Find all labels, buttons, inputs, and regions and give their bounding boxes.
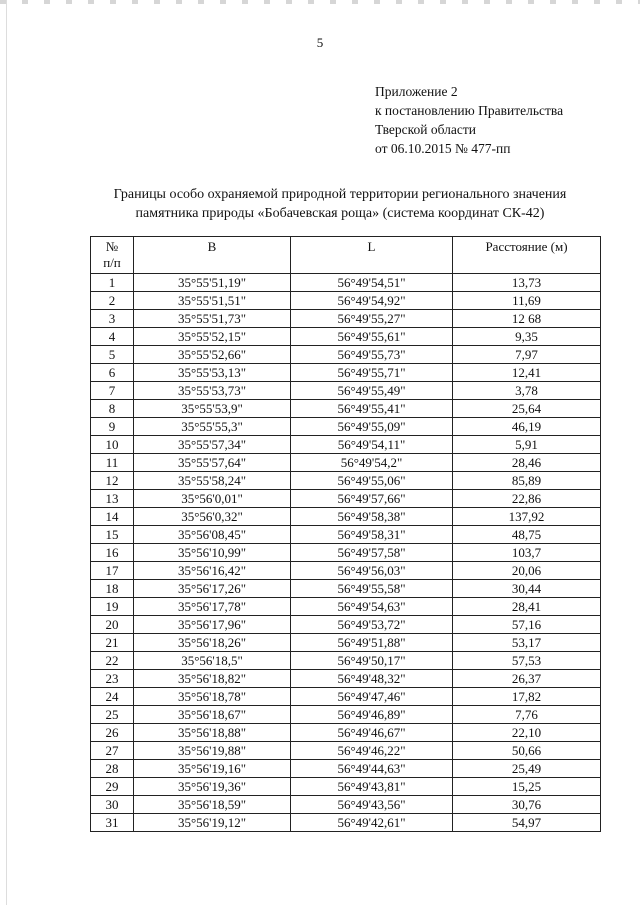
header-row [91, 237, 601, 274]
table-row [91, 292, 601, 310]
cell-longitude-l: 56°49'53,72" [291, 616, 453, 634]
table-row [91, 310, 601, 328]
cell-longitude-l: 56°49'56,03" [291, 562, 453, 580]
table-row [91, 814, 601, 832]
header-latitude-b: B [134, 237, 291, 274]
table-row [91, 364, 601, 382]
cell-distance: 25,64 [453, 400, 601, 418]
table-row [91, 436, 601, 454]
cell-number: 7 [91, 382, 134, 400]
cell-longitude-l: 56°49'57,58" [291, 544, 453, 562]
document-title-line-2: памятника природы «Бобачевская роща» (система координат СК-42) [135, 206, 545, 221]
cell-distance: 17,82 [453, 688, 601, 706]
cell-longitude-l: 56°49'55,49" [291, 382, 453, 400]
cell-number: 21 [91, 634, 134, 652]
cell-latitude-b: 35°56'18,59" [134, 796, 291, 814]
cell-number: 8 [91, 400, 134, 418]
cell-latitude-b: 35°56'17,78" [134, 598, 291, 616]
cell-number: 29 [91, 778, 134, 796]
cell-distance: 13,73 [453, 274, 601, 292]
cell-latitude-b: 35°56'08,45" [134, 526, 291, 544]
cell-number: 14 [91, 508, 134, 526]
header-number [91, 237, 134, 274]
cell-distance: 9,35 [453, 328, 601, 346]
cell-longitude-l: 56°49'58,31" [291, 526, 453, 544]
cell-distance: 20,06 [453, 562, 601, 580]
table-row [91, 472, 601, 490]
table-row [91, 400, 601, 418]
table-row [91, 742, 601, 760]
cell-longitude-l: 56°49'57,66" [291, 490, 453, 508]
cell-number: 25 [91, 706, 134, 724]
table-row [91, 328, 601, 346]
cell-distance: 137,92 [453, 508, 601, 526]
cell-distance: 57,16 [453, 616, 601, 634]
cell-latitude-b: 35°56'16,42" [134, 562, 291, 580]
cell-number: 1 [91, 274, 134, 292]
cell-distance: 28,41 [453, 598, 601, 616]
table-row [91, 634, 601, 652]
cell-longitude-l: 56°49'55,61" [291, 328, 453, 346]
cell-longitude-l: 56°49'55,73" [291, 346, 453, 364]
cell-distance: 28,46 [453, 454, 601, 472]
table-row [91, 562, 601, 580]
cell-distance: 7,97 [453, 346, 601, 364]
cell-distance: 3,78 [453, 382, 601, 400]
cell-longitude-l: 56°49'54,63" [291, 598, 453, 616]
cell-number: 11 [91, 454, 134, 472]
header-number-abbr: п/п [103, 255, 121, 270]
cell-longitude-l: 56°49'55,58" [291, 580, 453, 598]
cell-longitude-l: 56°49'48,32" [291, 670, 453, 688]
cell-number: 26 [91, 724, 134, 742]
document-title-line-1: Границы особо охраняемой природной территории регионального значения [113, 187, 567, 202]
cell-longitude-l: 56°49'55,41" [291, 400, 453, 418]
table-row [91, 670, 601, 688]
cell-longitude-l: 56°49'58,38" [291, 508, 453, 526]
cell-number: 16 [91, 544, 134, 562]
table-row [91, 346, 601, 364]
cell-number: 24 [91, 688, 134, 706]
cell-latitude-b: 35°55'51,51" [134, 292, 291, 310]
cell-longitude-l: 56°49'42,61" [291, 814, 453, 832]
table-row [91, 580, 601, 598]
cell-number: 18 [91, 580, 134, 598]
cell-latitude-b: 35°56'18,26" [134, 634, 291, 652]
cell-number: 15 [91, 526, 134, 544]
cell-longitude-l: 56°49'51,88" [291, 634, 453, 652]
cell-number: 10 [91, 436, 134, 454]
table-row [91, 652, 601, 670]
cell-latitude-b: 35°56'18,88" [134, 724, 291, 742]
header-distance: Расстояние (м) [453, 237, 601, 274]
table-row [91, 544, 601, 562]
cell-latitude-b: 35°55'58,24" [134, 472, 291, 490]
cell-latitude-b: 35°55'57,64" [134, 454, 291, 472]
cell-number: 3 [91, 310, 134, 328]
table-row [91, 598, 601, 616]
table-body [91, 274, 601, 832]
document-title [60, 185, 620, 223]
cell-distance: 12,41 [453, 364, 601, 382]
cell-distance: 30,44 [453, 580, 601, 598]
cell-latitude-b: 35°56'19,36" [134, 778, 291, 796]
table-row [91, 454, 601, 472]
header-longitude-l: L [291, 237, 453, 274]
appendix-block [375, 82, 563, 158]
appendix-line-2: к постановлению Правительства [375, 103, 564, 118]
cell-number: 2 [91, 292, 134, 310]
cell-longitude-l: 56°49'55,27" [291, 310, 453, 328]
cell-latitude-b: 35°56'18,78" [134, 688, 291, 706]
cell-distance: 57,53 [453, 652, 601, 670]
cell-distance: 103,7 [453, 544, 601, 562]
scan-left-edge [6, 0, 7, 905]
table-row [91, 418, 601, 436]
table-row [91, 490, 601, 508]
cell-latitude-b: 35°56'18,5" [134, 652, 291, 670]
cell-number: 27 [91, 742, 134, 760]
cell-distance: 85,89 [453, 472, 601, 490]
cell-longitude-l: 56°49'55,71" [291, 364, 453, 382]
cell-distance: 46,19 [453, 418, 601, 436]
cell-longitude-l: 56°49'50,17" [291, 652, 453, 670]
header-number-symbol: № [105, 239, 119, 254]
cell-longitude-l: 56°49'43,56" [291, 796, 453, 814]
cell-longitude-l: 56°49'43,81" [291, 778, 453, 796]
page-number: 5 [316, 35, 324, 50]
cell-latitude-b: 35°56'10,99" [134, 544, 291, 562]
cell-number: 19 [91, 598, 134, 616]
table-row [91, 688, 601, 706]
cell-latitude-b: 35°55'51,19" [134, 274, 291, 292]
coordinates-table [90, 236, 601, 832]
cell-latitude-b: 35°55'57,34" [134, 436, 291, 454]
cell-latitude-b: 35°56'0,01" [134, 490, 291, 508]
table-row [91, 616, 601, 634]
cell-longitude-l: 56°49'54,92" [291, 292, 453, 310]
cell-number: 4 [91, 328, 134, 346]
cell-distance: 22,10 [453, 724, 601, 742]
cell-number: 13 [91, 490, 134, 508]
cell-longitude-l: 56°49'46,89" [291, 706, 453, 724]
table-row [91, 382, 601, 400]
cell-latitude-b: 35°56'19,88" [134, 742, 291, 760]
cell-distance: 53,17 [453, 634, 601, 652]
table-row [91, 760, 601, 778]
cell-latitude-b: 35°55'52,66" [134, 346, 291, 364]
cell-longitude-l: 56°49'46,67" [291, 724, 453, 742]
cell-latitude-b: 35°55'51,73" [134, 310, 291, 328]
cell-number: 20 [91, 616, 134, 634]
table-row [91, 724, 601, 742]
appendix-line-1: Приложение 2 [375, 84, 458, 99]
cell-latitude-b: 35°55'53,73" [134, 382, 291, 400]
cell-number: 30 [91, 796, 134, 814]
cell-number: 5 [91, 346, 134, 364]
cell-latitude-b: 35°55'53,13" [134, 364, 291, 382]
cell-latitude-b: 35°56'0,32" [134, 508, 291, 526]
table-row [91, 706, 601, 724]
scan-top-edge [0, 0, 640, 4]
cell-latitude-b: 35°56'17,96" [134, 616, 291, 634]
cell-number: 28 [91, 760, 134, 778]
cell-longitude-l: 56°49'54,2" [291, 454, 453, 472]
cell-longitude-l: 56°49'46,22" [291, 742, 453, 760]
cell-number: 22 [91, 652, 134, 670]
cell-longitude-l: 56°49'47,46" [291, 688, 453, 706]
cell-longitude-l: 56°49'54,11" [291, 436, 453, 454]
cell-number: 12 [91, 472, 134, 490]
table-header [91, 237, 601, 274]
cell-number: 17 [91, 562, 134, 580]
cell-distance: 48,75 [453, 526, 601, 544]
table-row [91, 778, 601, 796]
table-row [91, 508, 601, 526]
cell-longitude-l: 56°49'55,09" [291, 418, 453, 436]
appendix-line-3: Тверской области [375, 122, 476, 137]
cell-number: 23 [91, 670, 134, 688]
cell-longitude-l: 56°49'54,51" [291, 274, 453, 292]
table-row [91, 526, 601, 544]
cell-distance: 12 68 [453, 310, 601, 328]
appendix-line-4: от 06.10.2015 № 477-пп [375, 141, 511, 156]
cell-distance: 15,25 [453, 778, 601, 796]
cell-longitude-l: 56°49'44,63" [291, 760, 453, 778]
cell-distance: 54,97 [453, 814, 601, 832]
cell-distance: 30,76 [453, 796, 601, 814]
cell-distance: 25,49 [453, 760, 601, 778]
cell-latitude-b: 35°55'55,3" [134, 418, 291, 436]
cell-longitude-l: 56°49'55,06" [291, 472, 453, 490]
cell-latitude-b: 35°55'53,9" [134, 400, 291, 418]
cell-distance: 7,76 [453, 706, 601, 724]
cell-distance: 26,37 [453, 670, 601, 688]
cell-number: 31 [91, 814, 134, 832]
cell-latitude-b: 35°56'18,82" [134, 670, 291, 688]
cell-distance: 11,69 [453, 292, 601, 310]
cell-number: 9 [91, 418, 134, 436]
cell-latitude-b: 35°56'19,12" [134, 814, 291, 832]
cell-latitude-b: 35°56'19,16" [134, 760, 291, 778]
cell-distance: 5,91 [453, 436, 601, 454]
cell-latitude-b: 35°56'17,26" [134, 580, 291, 598]
cell-latitude-b: 35°55'52,15" [134, 328, 291, 346]
table-row [91, 796, 601, 814]
cell-latitude-b: 35°56'18,67" [134, 706, 291, 724]
cell-number: 6 [91, 364, 134, 382]
cell-distance: 22,86 [453, 490, 601, 508]
cell-distance: 50,66 [453, 742, 601, 760]
table-row [91, 274, 601, 292]
